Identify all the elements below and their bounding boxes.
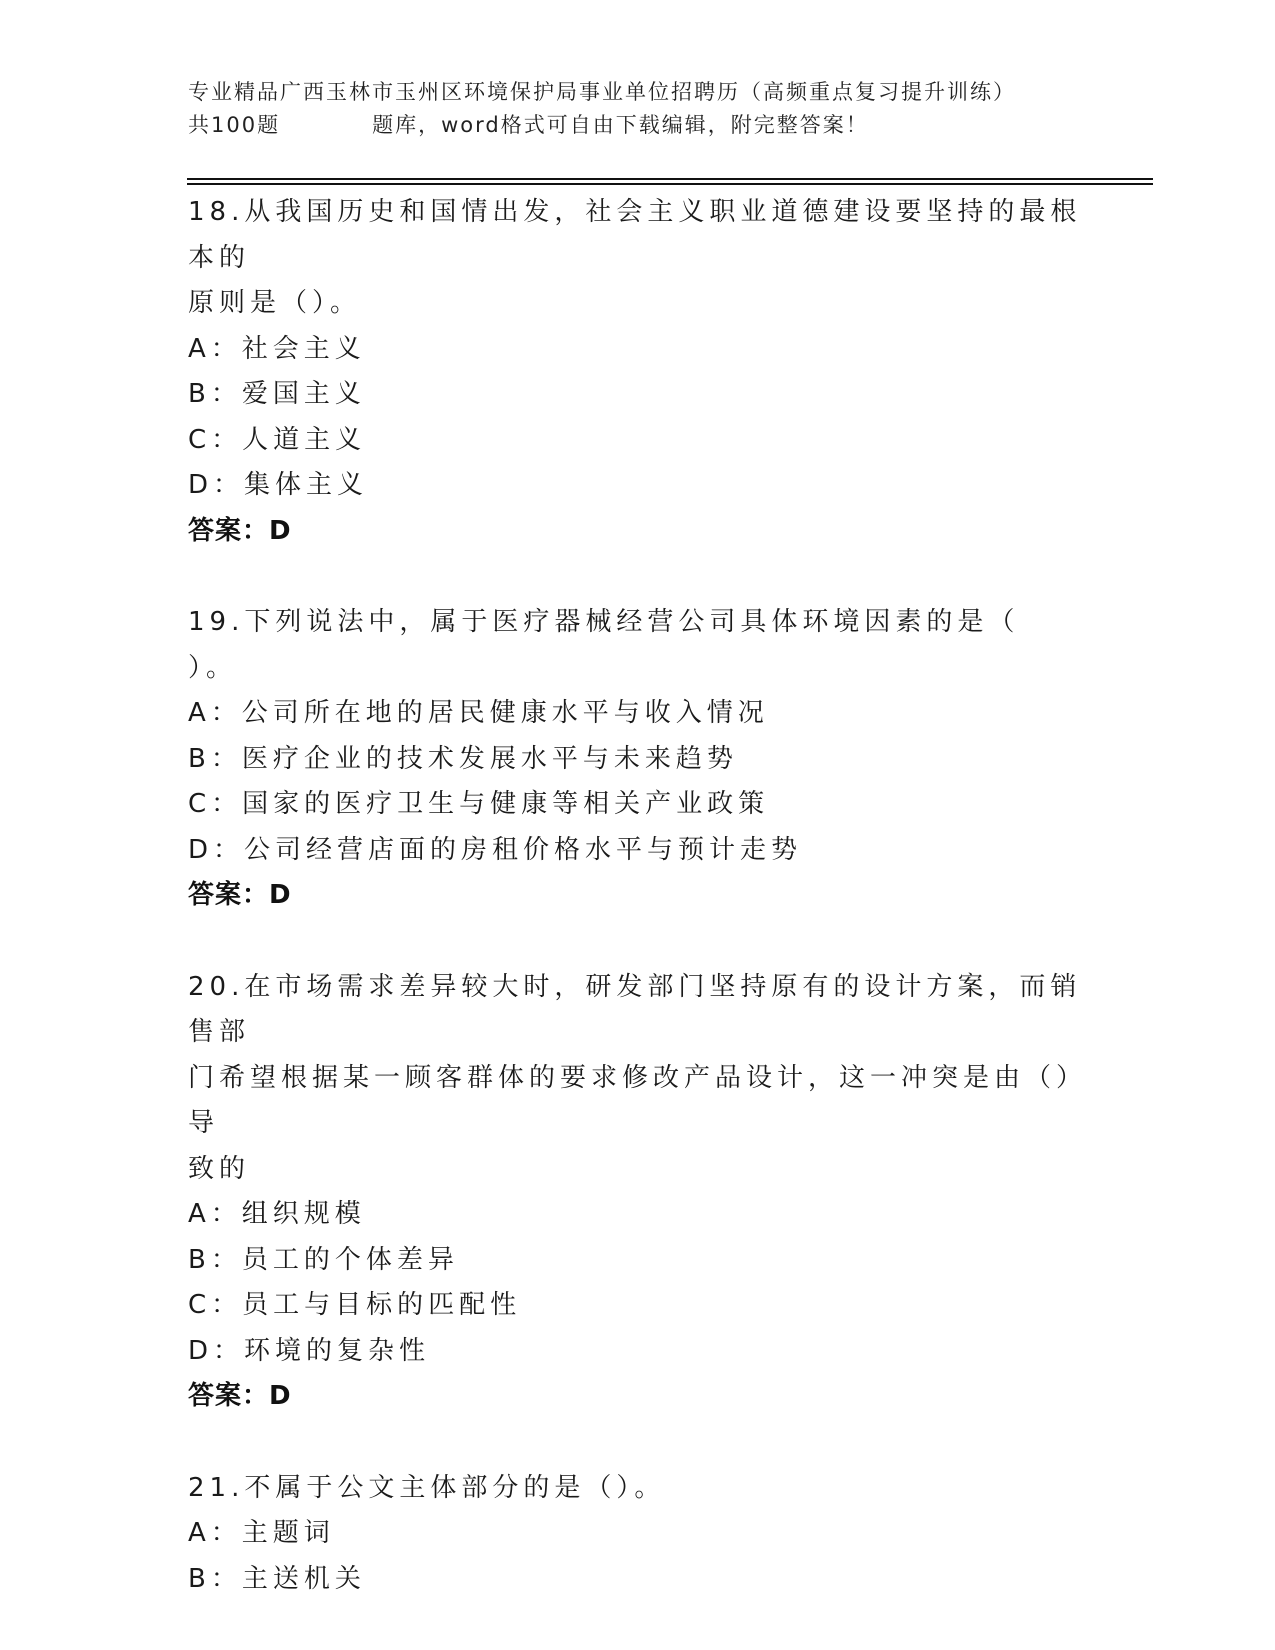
- option-b: B：医疗企业的技术发展水平与未来趋势: [188, 743, 738, 774]
- option-a: A：公司所在地的居民健康水平与收入情况: [188, 698, 769, 728]
- question-list: [188, 190, 1088, 1602]
- option-a: A：组织规模: [188, 1199, 366, 1229]
- option-d: D：集体主义: [188, 470, 369, 500]
- option-d: D：环境的复杂性: [188, 1335, 431, 1366]
- question-text-line: 门希望根据某一顾客群体的要求修改产品设计，这一冲突是由（）导: [188, 1062, 1088, 1138]
- question-20: [188, 965, 1088, 1420]
- question-text-line: 18.从我国历史和国情出发，社会主义职业道德建设要坚持的最根本的: [188, 197, 1082, 273]
- question-21: [188, 1466, 1088, 1603]
- header-count: 共100题: [188, 113, 281, 137]
- option-a: A：社会主义: [188, 333, 366, 364]
- option-b: B：爱国主义: [188, 379, 366, 409]
- header-title: 专业精品广西玉林市玉州区环境保护局事业单位招聘历（高频重点复习提升训练）: [188, 80, 1016, 104]
- question-text-line: 原则是（）。: [188, 288, 362, 318]
- option-c: C：员工与目标的匹配性: [188, 1290, 522, 1320]
- header-divider-bottom: [187, 183, 1153, 185]
- option-d: D：公司经营店面的房租价格水平与预计走势: [188, 834, 803, 865]
- answer: 答案：D: [188, 515, 292, 546]
- option-b: B：主送机关: [188, 1563, 366, 1594]
- header-note: 题库，word格式可自由下载编辑，附完整答案！: [372, 113, 869, 137]
- answer: 答案：D: [188, 880, 292, 910]
- header-divider-top: [187, 178, 1153, 180]
- question-text-line: 致的: [188, 1153, 251, 1184]
- option-c: C：国家的医疗卫生与健康等相关产业政策: [188, 789, 770, 819]
- document-header: [188, 76, 1088, 142]
- question-text-line: 21.不属于公文主体部分的是（）。: [188, 1472, 666, 1503]
- question-text-line: 20.在市场需求差异较大时，研发部门坚持原有的设计方案，而销售部: [188, 971, 1082, 1047]
- question-text-line: ）。: [188, 652, 238, 683]
- question-text-line: 19.下列说法中，属于医疗器械经营公司具体环境因素的是（: [188, 607, 1020, 637]
- option-c: C：人道主义: [188, 424, 367, 455]
- question-18: [188, 190, 1088, 554]
- option-a: A：主题词: [188, 1518, 335, 1548]
- header-subtitle: [188, 109, 1088, 142]
- answer: 答案：D: [188, 1381, 292, 1411]
- option-b: B：员工的个体差异: [188, 1244, 459, 1275]
- question-19: [188, 600, 1088, 919]
